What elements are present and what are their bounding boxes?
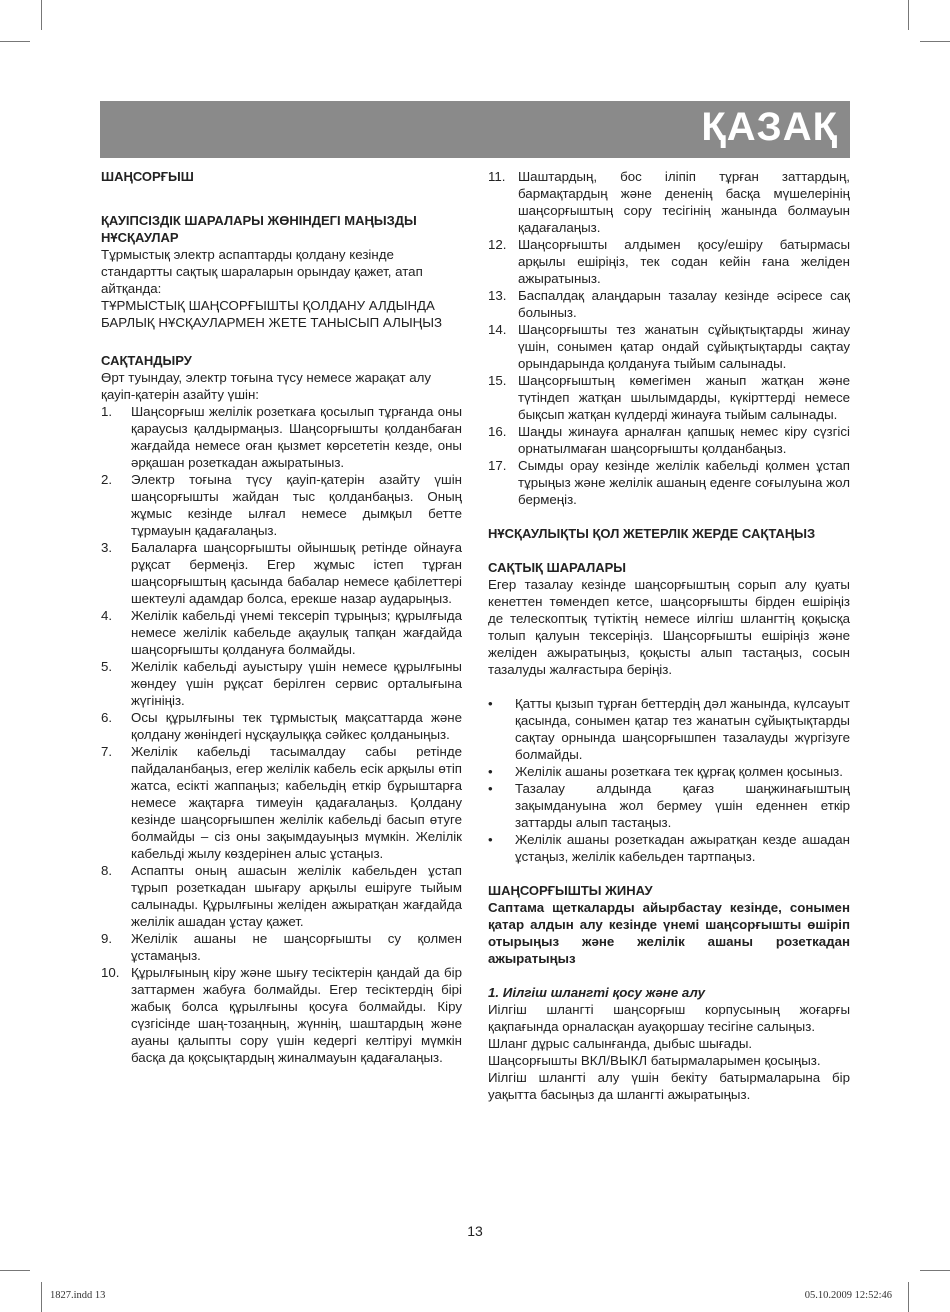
timestamp: 05.10.2009 12:52:46	[804, 1290, 892, 1301]
language-banner	[100, 101, 850, 158]
hose-heading: 1. Иілгіш шлангті қосу және алу	[488, 985, 705, 1000]
language-title: ҚАЗАҚ	[701, 105, 838, 149]
list-item: 12. Шаңсорғышты алдымен қосу/ешіру батырмасы арқылы ешіріңіз, тек содан кейін ғана желіден ажыратыныз.	[488, 237, 850, 286]
page-number: 13	[467, 1223, 483, 1239]
assembly-warning: Саптама щеткаларды айырбастау кезінде, сонымен қатар алдын алу кезінде үнемі шаңсорғышты өшіріп отырыңыз және желілік ашаны розеткадан ажыратыңыз	[488, 900, 850, 966]
caution-text: Егер тазалау кезінде шаңсорғыштың сорып алу қуаты кенеттен төмендеп кетсе, шаңсорғышты бірден ешіріңіз де телескоптық түтіктің немесе иілгіш шлангтің қоқысқа толып қалуын тексеріңіз. Шаңсорғышты ешіріңіз және желіден ажыратыңыз, қоқысты алып тастаңыз, сосын тазалуды жалғастыра беріңіз.	[488, 577, 850, 677]
list-item: 14. Шаңсорғышты тез жанатын сұйықтықтарды жинау үшін, сонымен қатар ондай сұйықтықтарды сақтау орындарында қолдануға тыйым салынады.	[488, 322, 850, 371]
assembly-heading: ШАҢСОРҒЫШТЫ ЖИНАУ	[488, 883, 653, 898]
caution-bullets	[488, 695, 850, 865]
file-label: 1827.indd 13	[50, 1290, 106, 1301]
crop-mark	[0, 1270, 30, 1271]
list-item: 9. Желілік ашаны не шаңсорғышты су қолмен ұстамаңыз.	[101, 931, 462, 963]
hose-line: Иілгіш шлангті шаңсорғыш корпусының жоғарғы қақпағында орналасқан ауақоршау тесігіне салыңыз.	[488, 1002, 850, 1034]
hose-line: Шланг дұрыс салынғанда, дыбыс шығады.	[488, 1036, 753, 1051]
warning-intro: Өрт туындау, электр тоғына түсу немесе жарақат алу қауіп-қатерін азайту үшін:	[101, 370, 432, 402]
list-item: 15. Шаңсорғыштың көмегімен жанып жатқан және түтіндеп жатқан шылымдарды, күкірттерді немесе бықсып жатқан күлдерді жинауға тыйым салынады.	[488, 373, 850, 422]
keep-instructions-heading: НҰСҚАУЛЫҚТЫ ҚОЛ ЖЕТЕРЛІК ЖЕРДЕ САҚТАҢЫЗ	[488, 526, 816, 541]
list-item: 11. Шаштардың, бос іліпіп тұрған заттардың, бармақтардың және дененің басқа мүшелерінің шаңсорғыштың сору тесігінің жанында болмауын қадағалаңыз.	[488, 169, 850, 235]
intro-text: Тұрмыстық электр аспаптарды қолдану кезінде стандартты сақтық шараларын орындау қажет, атап айтқанда:	[101, 247, 423, 296]
hose-line: Иілгіш шлангті алу үшін бекіту батырмаларына бір уақытта басыңыз да шлангті ажыратыңыз.	[488, 1070, 850, 1102]
crop-mark	[908, 0, 909, 30]
bullet-item: • Тазалау алдында қағаз шаңжинағыштың зақымдануына жол бермеу үшін еденнен еткір заттарды алып тастаңыз.	[488, 781, 850, 830]
list-item: 2. Электр тоғына түсу қауіп-қатерін азайту үшін шаңсорғышты жайдан тыс қолданбаңыз. Оның жұмыс кезінде ылғал немесе дымқыл бетте тұрмауын қадағалаңыз.	[101, 472, 462, 538]
list-item: 8. Аспапты оның ашасын желілік кабельден ұстап тұрып розеткадан шығару арқылы ешіруге тыйым салынады. Құрылғыны желіден ажыратқан жағдайда желілік ашадан ұстау қажет.	[101, 863, 462, 929]
bullet-item: • Желілік ашаны розеткаға тек құрғақ қолмен қосыныз.	[488, 764, 843, 779]
left-column	[101, 168, 462, 1066]
list-item: 7. Желілік кабельді тасымалдау сабы ретінде пайдаланбаңыз, егер желілік кабель есік арқылы өтіп жатса, есікті жаппаңыз; кабельдің еткір бұрыштарға немесе жақтарға тимеуін қадағалаңыз. Қолдану кезінде шаңсорғышпен желілік кабельді басып өтуге болмайды – сіз оны зақымдауыңыз мүмкін. Желілік кабельді жылу көздерінен алыс ұстаңыз.	[101, 744, 462, 861]
list-item: 5. Желілік кабельді ауыстыру үшін немесе құрылғыны жөндеу үшін рұқсат берілген сервис орталығына жүгініңіз.	[101, 659, 462, 708]
list-item: 3. Балаларға шаңсорғышты ойыншық ретінде ойнауға рұқсат бермеңіз. Егер жұмыс істеп тұрған шаңсорғыштың қасында бабалар немесе қабілеттері шектеулі адамдар болса, ерекше назар аударыңыз.	[101, 540, 462, 606]
bullet-item: • Қатты қызып тұрған беттердің дәл жанында, күлсауыт қасында, сонымен қатар тез жанатын сұйықтықтарды сақтау орнында шаңсорғышпен тазалауды жүргізуге болмайды.	[488, 696, 850, 762]
list-item: 6. Осы құрылғыны тек тұрмыстық мақсаттарда және қолдану жөніндегі нұсқаулыққа сәйкес қолданыңыз.	[101, 710, 462, 742]
crop-mark	[0, 41, 30, 42]
crop-mark	[41, 0, 42, 30]
crop-mark	[908, 1282, 909, 1312]
warning-heading: САҚТАНДЫРУ	[101, 353, 192, 368]
crop-mark	[920, 41, 950, 42]
safety-list-left	[101, 403, 462, 1066]
section-title: ШАҢСОРҒЫШ	[101, 169, 194, 184]
right-column	[488, 168, 850, 1103]
crop-mark	[41, 1282, 42, 1312]
list-item: 17. Сымды орау кезінде желілік кабельді қолмен ұстап тұрыңыз және желілік ашаның еденге соғылуына жол бермеңіз.	[488, 458, 850, 507]
safety-heading: ҚАУІПСІЗДІК ШАРАЛАРЫ ЖӨНІНДЕГІ МАҢЫЗДЫ НҰСҚАУЛАР	[101, 213, 417, 245]
crop-mark	[920, 1270, 950, 1271]
list-item: 10. Құрылғының кіру және шығу тесіктерін қандай да бір заттармен жабуға болмайды. Егер тесіктердің бірі жабық болса құрылғыны қосуға болмайды. Кіру сүзгісінде шаң-тозаңның, жүннің, шаштардың және ауаны қалыпты сору үшін кедергі келтіруі мүмкін басқа да қоқсықтардың жиналмауын қадағалаңыз.	[101, 965, 462, 1065]
list-item: 1. Шаңсорғыш желілік розеткаға қосылып тұрғанда оны қараусыз қалдырмаңыз. Шаңсорғышты қолданбаған жағдайда немесе оған қызмет көрсететін кезде, оны әрқашан розеткадан ажыратыныз.	[101, 404, 462, 470]
intro-caps-text: ТҰРМЫСТЫҚ ШАҢСОРҒЫШТЫ ҚОЛДАНУ АЛДЫНДА БАРЛЫҚ НҰСҚАУЛАРМЕН ЖЕТЕ ТАНЫСЫП АЛЫҢЫЗ	[101, 298, 442, 330]
list-item: 13. Баспалдақ алаңдарын тазалау кезінде әсіресе сақ болыныз.	[488, 288, 850, 320]
bullet-item: • Желілік ашаны розеткадан ажыратқан кезде ашадан ұстаңыз, желілік кабельден тартпаңыз.	[488, 832, 850, 864]
safety-list-right	[488, 168, 850, 508]
list-item: 16. Шаңды жинауға арналған қапшық немес кіру сүзгісі орнатылмаған шаңсорғышты қолданбаңыз.	[488, 424, 850, 456]
hose-line: Шаңсорғышты ВКЛ/ВЫКЛ батырмаларымен қосыңыз.	[488, 1053, 821, 1068]
caution-heading: САҚТЫҚ ШАРАЛАРЫ	[488, 560, 627, 575]
list-item: 4. Желілік кабельді үнемі тексеріп тұрыңыз; құрылғыда немесе желілік кабельде ақаулық тапқан жағдайда шаңсорғышты қолдануға болмайды.	[101, 608, 462, 657]
